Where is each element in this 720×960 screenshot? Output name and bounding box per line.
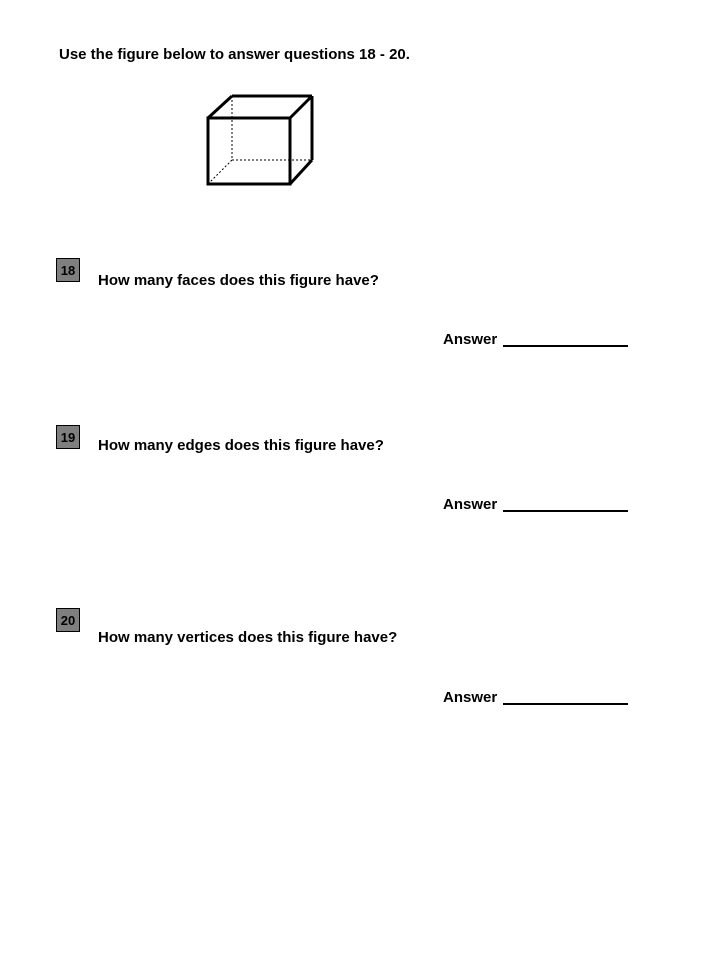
- answer-blank[interactable]: [503, 496, 628, 512]
- answer-label: Answer: [443, 496, 498, 513]
- cube-figure-icon: [190, 80, 330, 200]
- answer-blank[interactable]: [503, 331, 628, 347]
- question-number-badge: 20: [56, 608, 80, 632]
- instruction-text: Use the figure below to answer questions 18 - 20.: [59, 46, 410, 63]
- question-number-badge: 19: [56, 425, 80, 449]
- question-text: How many edges does this figure have?: [98, 437, 384, 454]
- answer-row: [443, 689, 628, 706]
- question-number-badge: 18: [56, 258, 80, 282]
- answer-blank[interactable]: [503, 689, 628, 705]
- answer-label: Answer: [443, 331, 498, 348]
- question-text: How many faces does this figure have?: [98, 272, 379, 289]
- answer-row: [443, 331, 628, 348]
- answer-row: [443, 496, 628, 513]
- question-text: How many vertices does this figure have?: [98, 629, 398, 646]
- answer-label: Answer: [443, 689, 498, 706]
